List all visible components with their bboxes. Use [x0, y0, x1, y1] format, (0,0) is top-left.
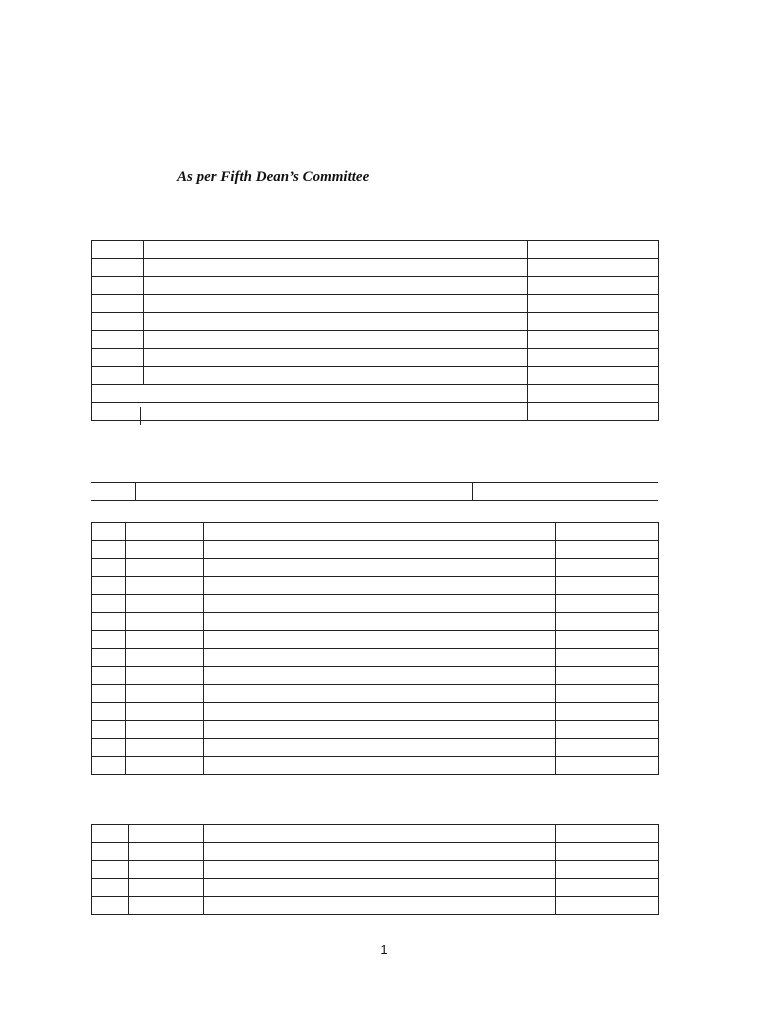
- table-row: [92, 541, 659, 559]
- table-2-divider-2: [472, 482, 473, 500]
- table-row: [92, 385, 659, 403]
- table-row: [92, 703, 659, 721]
- table-row: [92, 295, 659, 313]
- page-number: 1: [380, 942, 388, 957]
- table-1: [91, 240, 659, 421]
- table-row: [92, 259, 659, 277]
- table-row: [92, 631, 659, 649]
- table-row: [92, 757, 659, 775]
- table-row: [92, 825, 659, 843]
- table-2-bottom-border: [91, 500, 658, 501]
- table-row: [92, 559, 659, 577]
- table-row: [92, 523, 659, 541]
- table-row: [92, 367, 659, 385]
- table-row: [92, 349, 659, 367]
- table-row: [92, 685, 659, 703]
- table-row: [92, 313, 659, 331]
- table-2-divider-1: [135, 482, 136, 500]
- table-2-top-border: [91, 482, 658, 483]
- table-row: [92, 331, 659, 349]
- table-row: [92, 721, 659, 739]
- table-row: [92, 667, 659, 685]
- table-row: [92, 879, 659, 897]
- table-row: [92, 649, 659, 667]
- table-row: [92, 843, 659, 861]
- document-title: As per Fifth Dean’s Committee: [177, 169, 370, 185]
- table-row: [92, 613, 659, 631]
- table-row: [92, 897, 659, 915]
- table-row: [92, 861, 659, 879]
- table-row: [92, 241, 659, 259]
- table-row: [92, 595, 659, 613]
- table-3: [91, 522, 659, 775]
- table-4: [91, 824, 659, 915]
- table-row: [92, 739, 659, 757]
- table-row: [92, 403, 659, 421]
- table-row: [92, 277, 659, 295]
- table-1-last-row-divider: [140, 407, 141, 425]
- table-row: [92, 577, 659, 595]
